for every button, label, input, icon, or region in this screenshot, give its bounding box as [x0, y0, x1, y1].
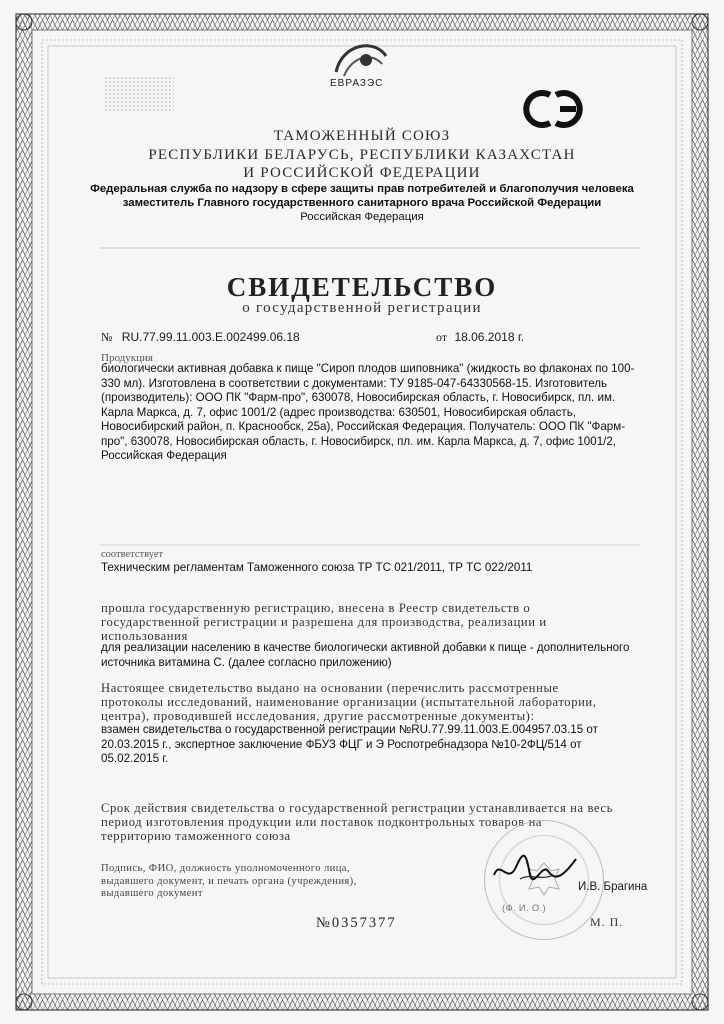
- issuing-agency: [60, 182, 664, 224]
- logo-text: ЕВРАЗЭС: [330, 78, 384, 89]
- compliance-label: соответствует: [101, 549, 164, 560]
- union-line-3: И РОССИЙСКОЙ ФЕДЕРАЦИИ: [243, 165, 481, 181]
- registration-date-row: [436, 330, 524, 345]
- document-title: СВИДЕТЕЛЬСТВО: [226, 272, 498, 302]
- registration-line: прошла государственную регистрацию, внесена в Реестр свидетельств о: [101, 601, 531, 615]
- basis-intro-line: Настоящее свидетельство выдано на основании (перечислить рассмотренные: [101, 681, 559, 695]
- product-line: Российская Федерация: [101, 449, 227, 462]
- usage-text: [101, 641, 661, 670]
- serial-number: №0357377: [316, 915, 397, 931]
- union-line-2: РЕСПУБЛИКИ БЕЛАРУСЬ, РЕСПУБЛИКИ КАЗАХСТАН: [148, 147, 576, 163]
- product-line: биологически активная добавка к пище "Сироп плодов шиповника" (жидкость во флаконах по 100-: [101, 362, 635, 375]
- agency-line-1: Федеральная служба по надзору в сфере защиты прав потребителей и благополучия человека: [90, 183, 634, 195]
- stamp-place-mark: М. П.: [590, 915, 624, 929]
- basis-intro-line: центра), проводившей исследования, другие рассмотренные документы):: [101, 709, 535, 723]
- registration-line: использования: [101, 629, 188, 643]
- registration-statement: [101, 601, 641, 643]
- ce-mark-icon: [516, 89, 590, 129]
- registration-number: RU.77.99.11.003.Е.002499.06.18: [121, 330, 300, 344]
- basis-line: 05.02.2015 г.: [101, 752, 169, 765]
- product-line: Карла Маркса, д. 7, офис 1001/2 (адрес производства: 630501, Новосибирская область,: [101, 405, 576, 419]
- product-line: 330 мл). Изготовлена в соответствии с документами: ТУ 9185-047-64330568-15. Изготовитель: [101, 376, 608, 390]
- registration-date: 18.06.2018 г.: [454, 330, 525, 344]
- number-label: №: [101, 330, 113, 344]
- product-line: Новосибирский район, п. Краснообск, 25а), Российская Федерация. Получатель: ООО ПК "Фарм-: [101, 420, 626, 433]
- agency-line-3: Российская Федерация: [300, 211, 424, 223]
- validity-line: период изготовления продукции или поставок подконтрольных товаров на: [101, 815, 543, 829]
- registration-line: государственной регистрации и разрешена для производства, реализации и: [101, 615, 547, 629]
- compliance-text: Техническим регламентам Таможенного союза ТР ТС 021/2011, ТР ТС 022/2011: [101, 561, 533, 574]
- product-line: (производитель): ООО ПК "Фарм-про", 630078, Новосибирская область, г. Новосибирск, пл. им.: [101, 391, 616, 404]
- basis-line: взамен свидетельства о государственной регистрации №RU.77.99.11.003.Е.004957.03.15 от: [101, 723, 598, 736]
- signatory-caption: (Ф. И. О.): [502, 903, 546, 914]
- union-line-1: ТАМОЖЕННЫЙ СОЮЗ: [273, 128, 451, 144]
- product-label: Продукция: [101, 352, 153, 364]
- registration-number-row: [101, 330, 300, 345]
- signature-caption-line: Подпись, ФИО, должность уполномоченного лица,: [101, 863, 350, 874]
- product-description: [101, 362, 661, 464]
- basis-documents: [101, 723, 661, 767]
- validity-line: территорию таможенного союза: [101, 829, 291, 843]
- basis-intro: [101, 681, 641, 723]
- date-label: от: [436, 330, 448, 344]
- agency-line-2: заместитель Главного государственного санитарного врача Российской Федерации: [122, 197, 602, 209]
- signature-caption-line: выдавшего документ, и печать органа (учреждения),: [101, 875, 357, 887]
- document-subtitle: о государственной регистрации: [242, 300, 482, 316]
- signature-caption-line: выдавшего документ: [101, 888, 203, 899]
- usage-line: источника витамина С. (далее согласно приложению): [101, 655, 392, 669]
- product-line: про", 630078, Новосибирская область, г. Новосибирск, пл. им. Карла Маркса, д. 7, офис 1001/2,: [101, 434, 617, 448]
- signature-caption: [101, 863, 431, 901]
- basis-intro-line: протоколы исследований, наименование организации (испытательной лаборатории,: [101, 695, 597, 709]
- signatory-name: И.В. Брагина: [578, 881, 648, 893]
- validity-line: Срок действия свидетельства о государственной регистрации устанавливается на весь: [101, 801, 613, 815]
- usage-line: для реализации населению в качестве биологически активной добавки к пище - дополнительного: [101, 641, 630, 654]
- handwritten-signature-icon: [490, 845, 580, 895]
- basis-line: 20.03.2015 г., экспертное заключение ФБУЗ ФЦГ и Э Роспотребнадзора №10-2ФЦ/514 от: [101, 737, 582, 751]
